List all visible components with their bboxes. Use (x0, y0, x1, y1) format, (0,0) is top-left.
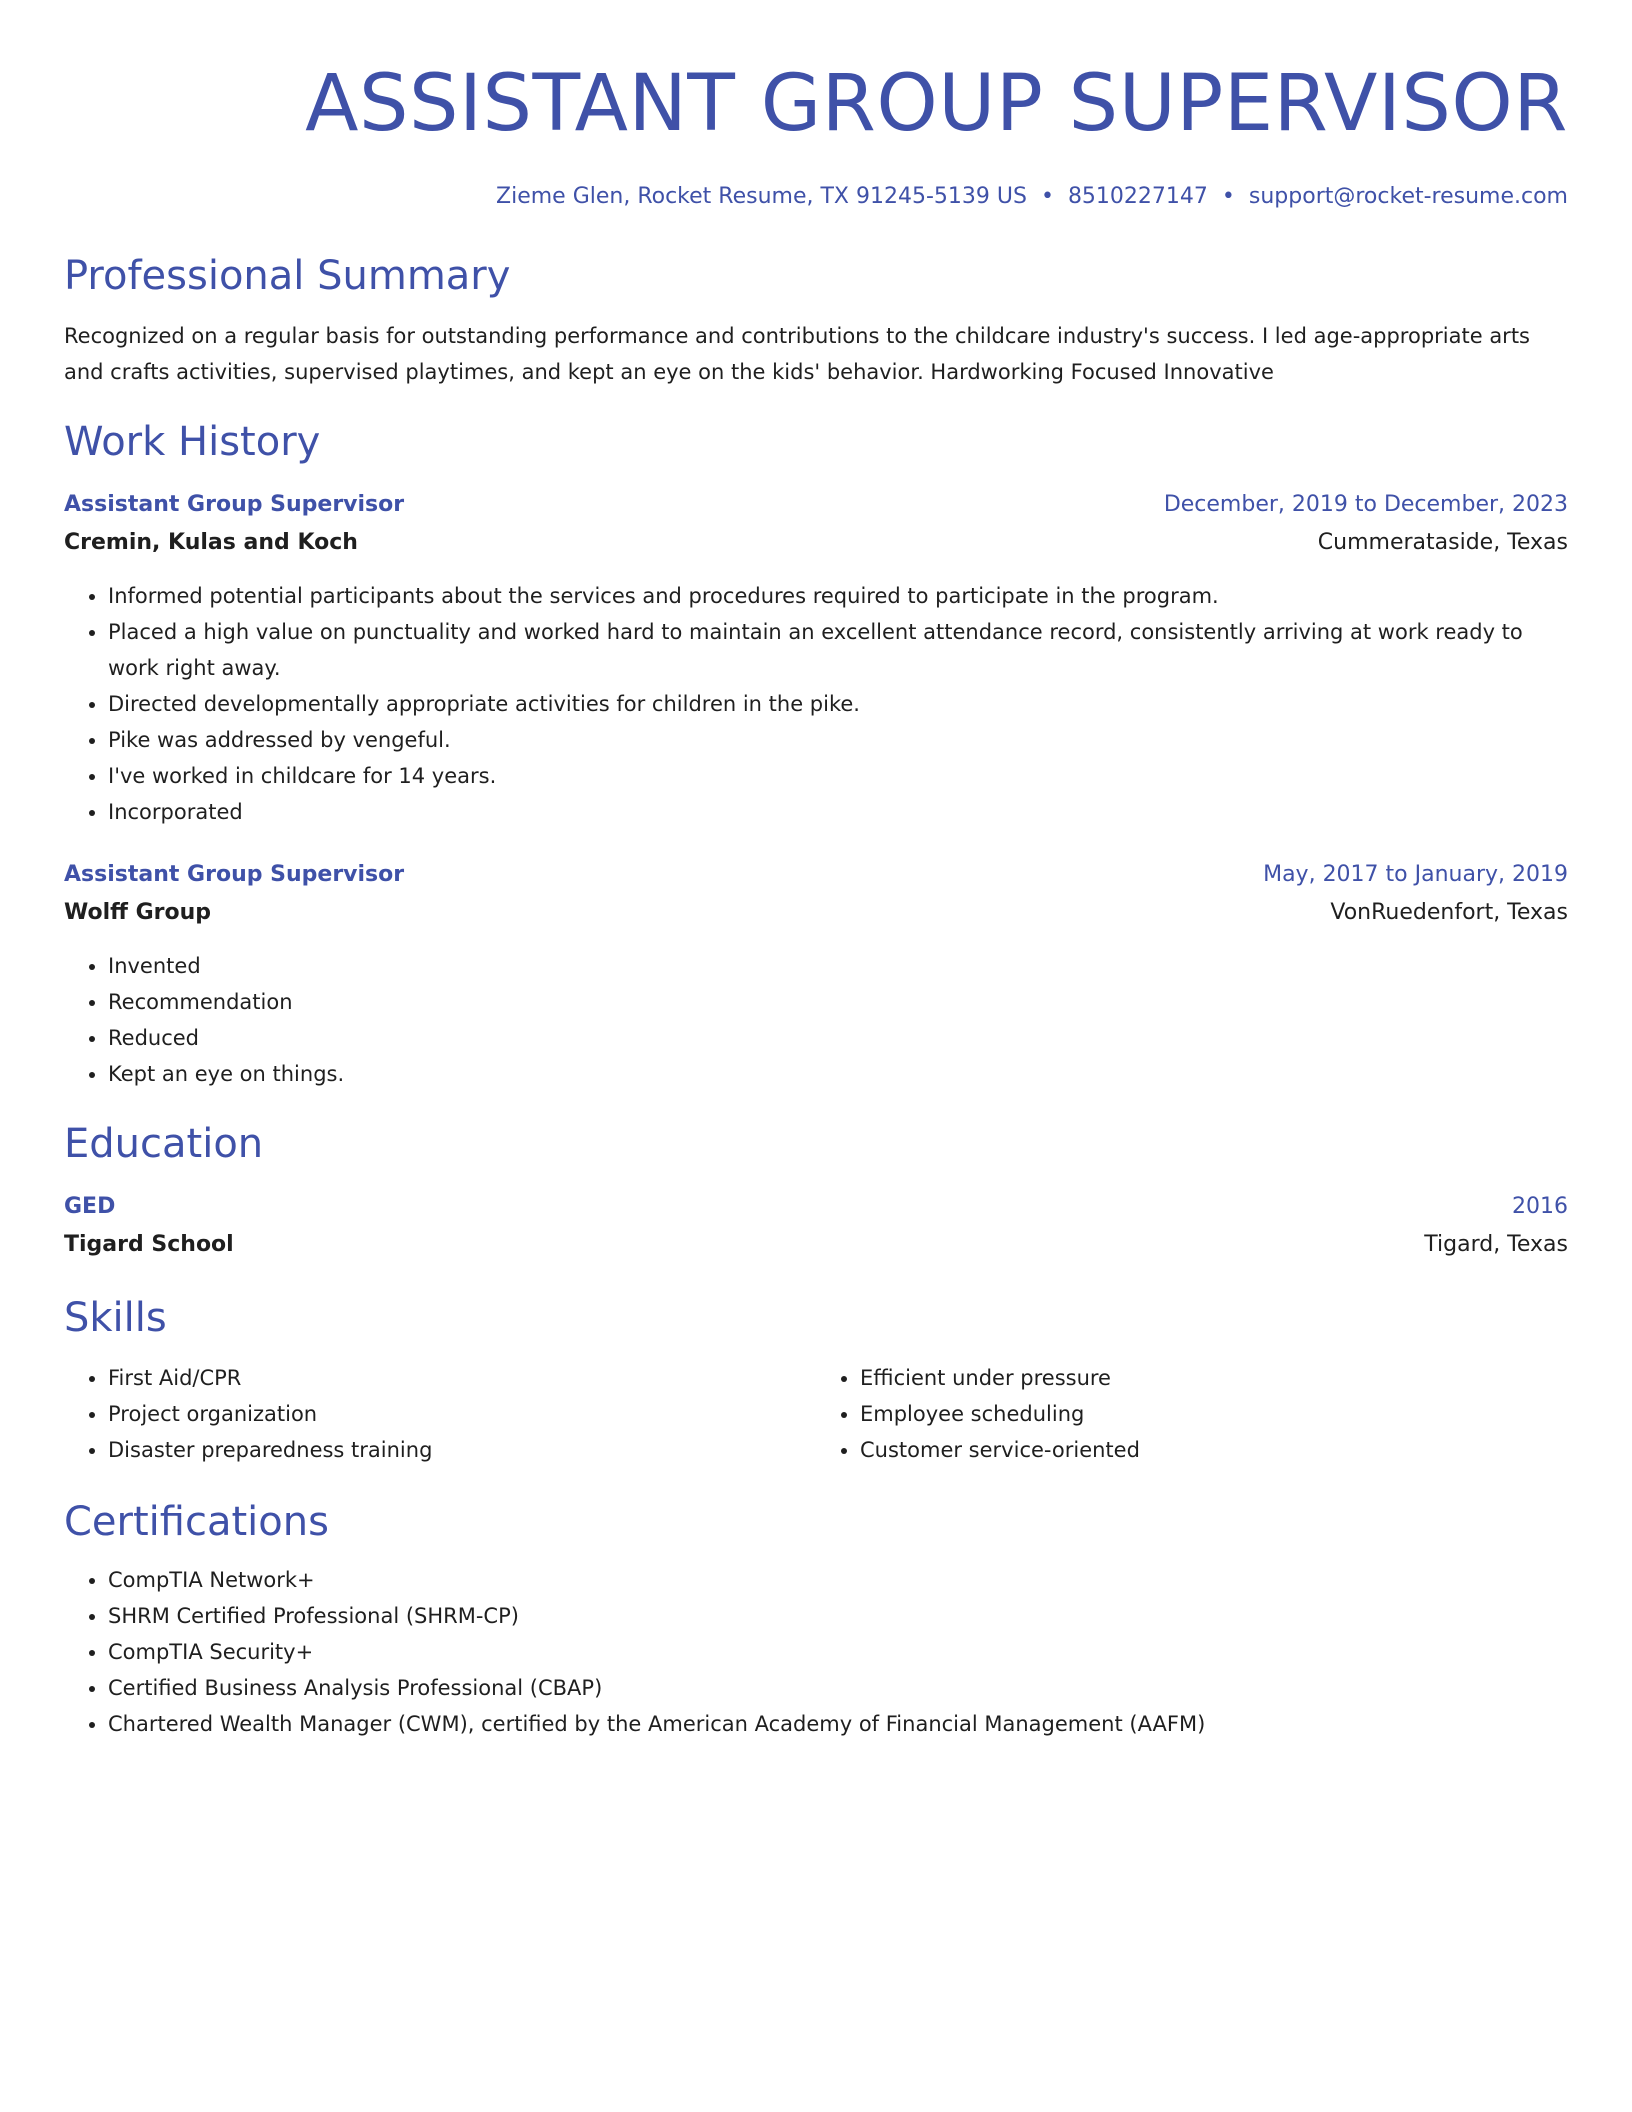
list-item: • Directed developmentally appropriate activities for children in the pike. (108, 686, 1568, 722)
job-dates: May, 2017 to January, 2019 (1263, 862, 1568, 887)
list-item: • Informed potential participants about the services and procedures required to participate in the program. (108, 578, 1568, 614)
contact-separator: • (1040, 184, 1054, 209)
list-item: • Invented (108, 948, 1568, 984)
education-year: 2016 (1512, 1194, 1568, 1219)
list-item: • CompTIA Network+ (108, 1562, 1568, 1598)
education-degree: GED (64, 1194, 116, 1219)
job-entry (64, 856, 1568, 1092)
list-item: • Reduced (108, 1020, 1568, 1056)
skills-column-left (64, 1360, 816, 1468)
summary-text: Recognized on a regular basis for outstanding performance and contributions to the childcare industry's success. I led age-appropriate arts and crafts activities, supervised playtimes, and kept an eye on the kids' behavior. Hardworking Focused Innovative (64, 324, 1530, 384)
job-entry (64, 486, 1568, 830)
job-company: Wolff Group (64, 900, 212, 925)
list-item: • Disaster preparedness training (108, 1432, 816, 1468)
skills-heading: Skills (64, 1295, 167, 1341)
certifications-list (64, 1562, 1568, 1742)
skills-grid (64, 1360, 1568, 1468)
contact-line (64, 182, 1568, 212)
contact-address: Zieme Glen, Rocket Resume, TX 91245-5139 US (496, 184, 1027, 209)
job-bullets (64, 948, 1568, 1092)
list-item: • Project organization (108, 1396, 816, 1432)
summary-heading: Professional Summary (64, 253, 511, 299)
education-entry (64, 1188, 1568, 1264)
job-company: Cremin, Kulas and Koch (64, 530, 358, 555)
job-location: VonRuedenfort, Texas (1330, 900, 1568, 925)
list-item: • Employee scheduling (860, 1396, 1568, 1432)
job-role: Assistant Group Supervisor (64, 862, 405, 887)
list-item: • SHRM Certified Professional (SHRM-CP) (108, 1598, 1568, 1634)
job-dates: December, 2019 to December, 2023 (1163, 492, 1568, 517)
list-item: • I've worked in childcare for 14 years. (108, 758, 1568, 794)
contact-email: support@rocket-resume.com (1248, 184, 1568, 209)
list-item: • Recommendation (108, 984, 1568, 1020)
contact-separator: • (1221, 184, 1235, 209)
list-item: • Pike was addressed by vengeful. (108, 722, 1568, 758)
list-item: • Efficient under pressure (860, 1360, 1568, 1396)
list-item: • CompTIA Security+ (108, 1634, 1568, 1670)
list-item: • Incorporated (108, 794, 1568, 830)
resume-name: ASSISTANT GROUP SUPERVISOR (305, 59, 1568, 149)
education-location: Tigard, Texas (1424, 1232, 1568, 1257)
list-item: • Placed a high value on punctuality and worked hard to maintain an excellent attendance record, consistently arriving at work ready to work right away. (108, 614, 1568, 686)
contact-phone: 8510227147 (1067, 184, 1208, 209)
list-item: • Certified Business Analysis Professional (CBAP) (108, 1670, 1568, 1706)
education-heading: Education (64, 1121, 264, 1167)
job-location: Cummerataside, Texas (1317, 530, 1568, 555)
list-item: • Chartered Wealth Manager (CWM), certified by the American Academy of Financial Management (AAFM) (108, 1706, 1568, 1742)
work-history-heading: Work History (64, 419, 321, 465)
list-item: • First Aid/CPR (108, 1360, 816, 1396)
job-role: Assistant Group Supervisor (64, 492, 405, 517)
list-item: • Customer service-oriented (860, 1432, 1568, 1468)
skills-column-right (816, 1360, 1568, 1468)
job-bullets (64, 578, 1568, 830)
education-school: Tigard School (64, 1232, 234, 1257)
list-item: • Kept an eye on things. (108, 1056, 1568, 1092)
certifications-heading: Certifications (64, 1499, 329, 1545)
